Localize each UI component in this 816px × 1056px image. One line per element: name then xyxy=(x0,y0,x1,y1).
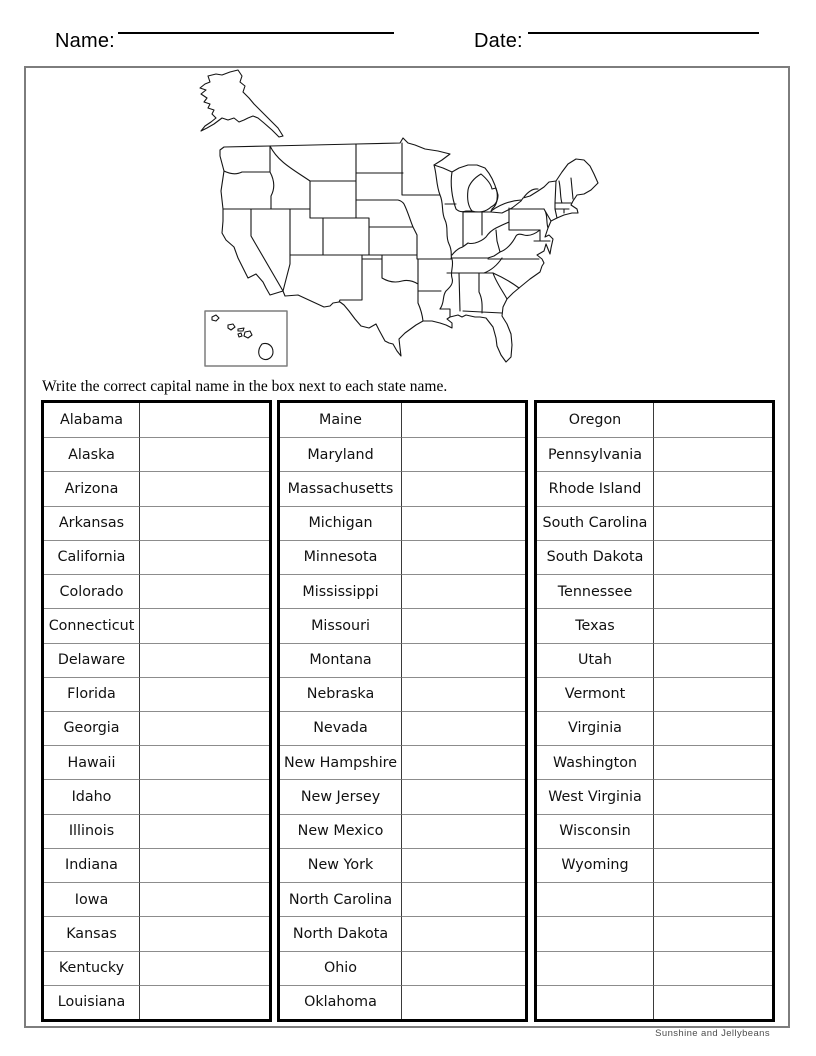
state-name-cell: California xyxy=(44,540,140,574)
table-row xyxy=(280,882,525,916)
table-row xyxy=(280,506,525,540)
capital-answer-box[interactable] xyxy=(140,437,269,471)
table-row xyxy=(44,814,269,848)
capital-answer-box[interactable] xyxy=(654,916,772,950)
state-name-cell: Idaho xyxy=(44,779,140,813)
state-name-cell: Virginia xyxy=(537,711,654,745)
capital-answer-box[interactable] xyxy=(402,882,525,916)
state-name-cell: Nebraska xyxy=(280,677,402,711)
capital-answer-box[interactable] xyxy=(140,711,269,745)
table-row xyxy=(280,608,525,642)
capital-answer-box[interactable] xyxy=(654,882,772,916)
table-row xyxy=(537,848,772,882)
map-contiguous-outline xyxy=(220,138,598,362)
table-row xyxy=(280,848,525,882)
capital-answer-box[interactable] xyxy=(654,437,772,471)
table-row xyxy=(537,643,772,677)
capital-answer-box[interactable] xyxy=(654,677,772,711)
state-table-group-1 xyxy=(41,400,272,1022)
capital-answer-box[interactable] xyxy=(140,643,269,677)
capital-answer-box[interactable] xyxy=(654,574,772,608)
state-name-cell: Wisconsin xyxy=(537,814,654,848)
state-name-cell xyxy=(537,916,654,950)
table-row xyxy=(537,506,772,540)
capital-answer-box[interactable] xyxy=(140,985,269,1019)
table-row xyxy=(44,471,269,505)
table-row xyxy=(280,471,525,505)
capital-answer-box[interactable] xyxy=(140,779,269,813)
table-row xyxy=(44,779,269,813)
table-row xyxy=(280,814,525,848)
state-name-cell: Iowa xyxy=(44,882,140,916)
state-name-cell: Massachusetts xyxy=(280,471,402,505)
state-name-cell: Indiana xyxy=(44,848,140,882)
capital-answer-box[interactable] xyxy=(654,848,772,882)
state-name-cell: Texas xyxy=(537,608,654,642)
date-input-line[interactable] xyxy=(528,32,759,34)
table-row xyxy=(280,916,525,950)
state-name-cell: Tennessee xyxy=(537,574,654,608)
capital-answer-box[interactable] xyxy=(402,745,525,779)
capital-answer-box[interactable] xyxy=(140,882,269,916)
capital-answer-box[interactable] xyxy=(402,677,525,711)
capital-answer-box[interactable] xyxy=(140,677,269,711)
table-row xyxy=(280,711,525,745)
capital-answer-box[interactable] xyxy=(402,951,525,985)
state-name-cell: Alabama xyxy=(44,403,140,437)
capital-answer-box[interactable] xyxy=(654,951,772,985)
state-name-cell xyxy=(537,951,654,985)
table-row xyxy=(280,574,525,608)
capital-answer-box[interactable] xyxy=(654,711,772,745)
table-row xyxy=(537,471,772,505)
capital-answer-box[interactable] xyxy=(140,608,269,642)
state-name-cell: Colorado xyxy=(44,574,140,608)
map-michigan-mitten xyxy=(468,174,498,212)
table-row xyxy=(280,677,525,711)
state-name-cell: Nevada xyxy=(280,711,402,745)
name-input-line[interactable] xyxy=(118,32,394,34)
table-row xyxy=(280,745,525,779)
state-name-cell: North Carolina xyxy=(280,882,402,916)
table-row xyxy=(537,882,772,916)
table-row xyxy=(44,540,269,574)
table-row xyxy=(280,643,525,677)
instruction-text: Write the correct capital name in the box next to each state name. xyxy=(42,378,448,395)
capital-answer-box[interactable] xyxy=(654,471,772,505)
table-row xyxy=(44,882,269,916)
table-row xyxy=(44,745,269,779)
state-name-cell: West Virginia xyxy=(537,779,654,813)
table-row xyxy=(537,951,772,985)
capital-answer-box[interactable] xyxy=(654,745,772,779)
state-name-cell: Mississippi xyxy=(280,574,402,608)
table-row xyxy=(44,608,269,642)
state-name-cell: Kentucky xyxy=(44,951,140,985)
capital-answer-box[interactable] xyxy=(654,403,772,437)
state-name-cell: Connecticut xyxy=(44,608,140,642)
table-row xyxy=(537,985,772,1019)
capital-answer-box[interactable] xyxy=(402,848,525,882)
state-name-cell: Ohio xyxy=(280,951,402,985)
table-row xyxy=(280,437,525,471)
table-row xyxy=(280,540,525,574)
table-row xyxy=(537,745,772,779)
table-row xyxy=(537,779,772,813)
state-name-cell: Vermont xyxy=(537,677,654,711)
capital-answer-box[interactable] xyxy=(402,540,525,574)
date-label: Date: xyxy=(474,30,523,52)
capital-answer-box[interactable] xyxy=(654,814,772,848)
capital-answer-box[interactable] xyxy=(402,471,525,505)
table-row xyxy=(537,711,772,745)
state-name-cell: Kansas xyxy=(44,916,140,950)
table-row xyxy=(44,677,269,711)
capital-answer-box[interactable] xyxy=(654,985,772,1019)
state-name-cell: Wyoming xyxy=(537,848,654,882)
state-name-cell: Montana xyxy=(280,643,402,677)
state-name-cell: Maryland xyxy=(280,437,402,471)
state-name-cell: New Hampshire xyxy=(280,745,402,779)
state-name-cell: Minnesota xyxy=(280,540,402,574)
capital-answer-box[interactable] xyxy=(140,403,269,437)
state-name-cell: New Mexico xyxy=(280,814,402,848)
table-row xyxy=(537,574,772,608)
state-name-cell: Arizona xyxy=(44,471,140,505)
capital-answer-box[interactable] xyxy=(140,848,269,882)
table-row xyxy=(537,403,772,437)
state-name-cell: North Dakota xyxy=(280,916,402,950)
capital-answer-box[interactable] xyxy=(140,540,269,574)
capital-answer-box[interactable] xyxy=(140,814,269,848)
table-row xyxy=(44,506,269,540)
capital-answer-box[interactable] xyxy=(654,779,772,813)
state-name-cell: South Carolina xyxy=(537,506,654,540)
table-row xyxy=(537,916,772,950)
state-name-cell: Rhode Island xyxy=(537,471,654,505)
state-name-cell: Washington xyxy=(537,745,654,779)
state-name-cell: Alaska xyxy=(44,437,140,471)
capital-answer-box[interactable] xyxy=(654,608,772,642)
state-name-cell: Utah xyxy=(537,643,654,677)
capital-answer-box[interactable] xyxy=(140,574,269,608)
table-row xyxy=(44,403,269,437)
capital-answer-box[interactable] xyxy=(402,506,525,540)
table-row xyxy=(280,951,525,985)
map-hawaii-islands xyxy=(212,315,273,360)
table-row xyxy=(44,951,269,985)
table-row xyxy=(44,437,269,471)
state-name-cell: Arkansas xyxy=(44,506,140,540)
capital-answer-box[interactable] xyxy=(402,916,525,950)
table-row xyxy=(44,848,269,882)
table-row xyxy=(280,985,525,1019)
state-name-cell xyxy=(537,985,654,1019)
table-row xyxy=(537,608,772,642)
capital-answer-box[interactable] xyxy=(654,540,772,574)
state-name-cell: Maine xyxy=(280,403,402,437)
name-label: Name: xyxy=(55,30,115,52)
state-name-cell: Hawaii xyxy=(44,745,140,779)
capital-answer-box[interactable] xyxy=(654,643,772,677)
capital-answer-box[interactable] xyxy=(402,985,525,1019)
table-row xyxy=(280,403,525,437)
table-row xyxy=(537,540,772,574)
state-name-cell: Florida xyxy=(44,677,140,711)
state-table-group-3 xyxy=(534,400,775,1022)
capital-answer-box[interactable] xyxy=(402,574,525,608)
capital-answer-box[interactable] xyxy=(402,814,525,848)
table-row xyxy=(44,643,269,677)
state-table-group-2 xyxy=(277,400,528,1022)
table-row xyxy=(280,779,525,813)
map-great-lakes-arcs xyxy=(491,189,538,211)
capital-answer-box[interactable] xyxy=(140,951,269,985)
table-row xyxy=(537,677,772,711)
state-name-cell: Delaware xyxy=(44,643,140,677)
state-name-cell: South Dakota xyxy=(537,540,654,574)
table-row xyxy=(44,916,269,950)
state-name-cell: Georgia xyxy=(44,711,140,745)
capital-answer-box[interactable] xyxy=(140,916,269,950)
capital-answer-box[interactable] xyxy=(402,643,525,677)
state-name-cell: Pennsylvania xyxy=(537,437,654,471)
us-map xyxy=(150,60,630,390)
table-row xyxy=(44,985,269,1019)
map-alaska xyxy=(200,70,283,137)
state-name-cell: Oklahoma xyxy=(280,985,402,1019)
table-row xyxy=(44,711,269,745)
table-row xyxy=(537,437,772,471)
state-name-cell: Louisiana xyxy=(44,985,140,1019)
capital-answer-box[interactable] xyxy=(140,471,269,505)
capital-answer-box[interactable] xyxy=(140,745,269,779)
capital-answer-box[interactable] xyxy=(402,437,525,471)
state-name-cell: Michigan xyxy=(280,506,402,540)
table-row xyxy=(537,814,772,848)
state-name-cell xyxy=(537,882,654,916)
state-name-cell: Illinois xyxy=(44,814,140,848)
publisher-credit: Sunshine and Jellybeans xyxy=(655,1028,770,1039)
capital-answer-box[interactable] xyxy=(402,608,525,642)
state-name-cell: Missouri xyxy=(280,608,402,642)
capital-answer-box[interactable] xyxy=(402,711,525,745)
table-row xyxy=(44,574,269,608)
state-name-cell: New Jersey xyxy=(280,779,402,813)
capital-answer-box[interactable] xyxy=(654,506,772,540)
state-name-cell: Oregon xyxy=(537,403,654,437)
capital-answer-box[interactable] xyxy=(402,779,525,813)
capital-answer-box[interactable] xyxy=(402,403,525,437)
capital-answer-box[interactable] xyxy=(140,506,269,540)
map-state-borders xyxy=(223,143,573,321)
state-name-cell: New York xyxy=(280,848,402,882)
